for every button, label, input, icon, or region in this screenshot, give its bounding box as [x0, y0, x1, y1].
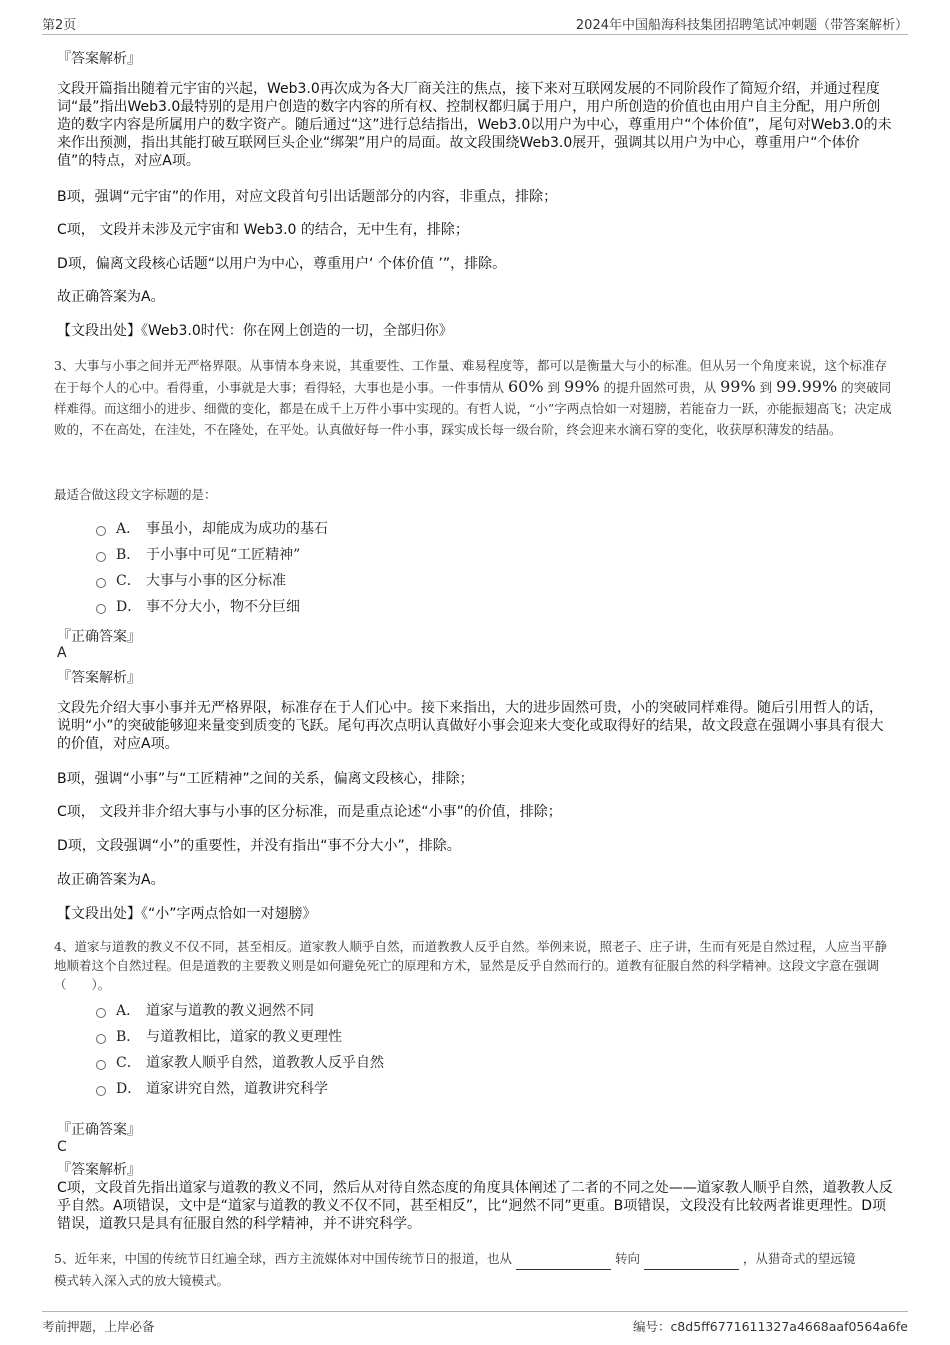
q4-stem: 4、道家与道教的教义不仅不同，甚至相反。道家教人顺乎自然，而道教教人反乎自然。举例来说，照老子、庄子讲，生而有死是自然过程，人应当平静地顺着这个自然过程。但是道教的主要教义则是如何避免死亡的原理和方术，显然是反乎自然而行的。道教有征服自然的科学精神。这段文字意在强调（ ）。 [54, 939, 887, 992]
q3-answer: A [57, 645, 67, 661]
option-key: A． [116, 521, 141, 537]
q3-option-a[interactable] [96, 515, 328, 541]
option-key: C． [116, 1055, 141, 1071]
option-key: A． [116, 1003, 141, 1019]
radio-icon[interactable] [96, 1034, 106, 1044]
radio-icon[interactable] [96, 1086, 106, 1096]
option-text: 事不分大小，物不分巨细 [146, 599, 300, 615]
q3-answer-label: 『正确答案』 [57, 629, 141, 645]
q3-option-d[interactable] [96, 593, 328, 619]
q2-analysis-b: B项，强调“元宇宙”的作用，对应文段首句引出话题部分的内容，非重点，排除； [57, 189, 558, 205]
q5-stem-part-2: 转向 [614, 1251, 640, 1266]
q3-analysis-label: 『答案解析』 [57, 670, 141, 686]
q4-option-c[interactable] [96, 1049, 384, 1075]
q3-percent-4: 99.99% [776, 377, 838, 396]
radio-icon[interactable] [96, 552, 106, 562]
q3-options [96, 515, 328, 619]
document-title: 2024年中国船海科技集团招聘笔试冲刺题（带答案解析） [575, 18, 908, 33]
q4-analysis-label: 『答案解析』 [57, 1162, 141, 1178]
option-key: D． [116, 1081, 142, 1097]
q3-analysis-main: 文段先介绍大事小事并无严格界限，标准存在于人们心中。接下来指出，大的进步固然可贵，小的突破同样难得。随后引用哲人的话，说明“小”的突破能够迎来量变到质变的飞跃。尾句再次点明认真做好小事会迎来大变化或取得好的结果，故文段意在强调小事具有很大的价值，对应A项。 [57, 700, 884, 752]
option-text: 事虽小，却能成为成功的基石 [146, 521, 328, 537]
page-footer [42, 1311, 908, 1336]
q3-stem [54, 355, 896, 440]
q4-answer: C [57, 1139, 67, 1155]
q3-percent-3: 99% [720, 377, 756, 396]
q3-percent-2: 99% [564, 377, 600, 396]
q4-option-a[interactable] [96, 997, 384, 1023]
q3-option-b[interactable] [96, 541, 328, 567]
radio-icon[interactable] [96, 1008, 106, 1018]
q2-source: 【文段出处】《Web3.0时代：你在网上创造的一切，全部归你》 [57, 323, 453, 339]
q3-stem-part-3: 的提升固然可贵，从 [603, 380, 717, 395]
radio-icon[interactable] [96, 1060, 106, 1070]
option-key: D． [116, 599, 142, 615]
option-key: B． [116, 547, 141, 563]
q3-stem-part-5: 的突破同样难得。而这细小的进步、细微的变化，都是在成千上万件小事中实现的。有哲人说，“小”字两点恰如一对翅膀，若能奋力一跃，亦能振翅高飞；决定成败的，不在高处，在洼处，不在隆处，在平处。认真做好每一件小事，踩实成长每一级台阶，终会迎来水滴石穿的变化，收获厚积薄发的结晶。 [54, 380, 892, 437]
q5-stem [54, 1248, 896, 1292]
q2-conclusion: 故正确答案为A。 [57, 289, 165, 305]
page-number: 第2页 [42, 18, 77, 33]
option-text: 与道教相比，道家的教义更理性 [146, 1029, 342, 1045]
q3-stem-part-4: 到 [759, 380, 773, 395]
option-key: C． [116, 573, 141, 589]
page-header [42, 12, 908, 35]
q4-option-d[interactable] [96, 1075, 384, 1101]
q3-stem-part-2: 到 [547, 380, 561, 395]
q2-analysis-label: 『答案解析』 [57, 51, 141, 67]
q2-analysis-main: 文段开篇指出随着元宇宙的兴起，Web3.0再次成为各大厂商关注的焦点，接下来对互联网发展的不同阶段作了简短介绍，并通过程度词“最”指出Web3.0最特别的是用户创造的数字内容的所有权、控制权都归属于用户，用户所创造的价值也由用户自主分配，用户所创造的数字内容是所属用户的数字资产。随后通过“这”进行总结指出，Web3.0以用户为中心，尊重用户“个体价值”，尾句对Web3.0的未来作出预测，指出其能打破互联网巨头企业“绑架”用户的局面。故文段围绕Web3.0展开，强调其以用户为中心，尊重用户“个体价值”的特点，对应A项。 [57, 81, 892, 169]
option-text: 于小事中可见“工匠精神” [146, 547, 301, 563]
option-text: 大事与小事的区分标准 [146, 573, 286, 589]
q4-option-b[interactable] [96, 1023, 384, 1049]
fill-blank-1[interactable] [516, 1255, 611, 1270]
q2-analysis-d: D项，偏离文段核心话题“以用户为中心，尊重用户‘ 个体价值 ’”，排除。 [57, 256, 507, 272]
q3-analysis-b: B项，强调“小事”与“工匠精神”之间的关系，偏离文段核心，排除； [57, 771, 474, 787]
document-code: 编号：c8d5ff6771611327a4668aaf0564a6fe [632, 1319, 908, 1334]
radio-icon[interactable] [96, 578, 106, 588]
footer-slogan: 考前押题，上岸必备 [42, 1319, 155, 1334]
option-key: B． [116, 1029, 141, 1045]
q3-prompt: 最适合做这段文字标题的是： [54, 487, 217, 502]
q3-source: 【文段出处】《“小”字两点恰如一对翅膀》 [57, 906, 317, 922]
q3-option-c[interactable] [96, 567, 328, 593]
q3-analysis-c: C项， 文段并非介绍大事与小事的区分标准，而是重点论述“小事”的价值，排除； [57, 804, 562, 820]
option-text: 道家教人顺乎自然，道教教人反乎自然 [146, 1055, 384, 1071]
option-text: 道家讲究自然，道教讲究科学 [146, 1081, 328, 1097]
radio-icon[interactable] [96, 604, 106, 614]
q5-stem-part-3: ，从猎奇式的望远镜 [742, 1251, 856, 1266]
q3-stem-part-1: 3、大事与小事之间并无严格界限。从事情本身来说，其重要性、工作量、难易程度等，都可以是衡量大与小的标准。但从另一个角度来说，这个标准存在于每个人的心中。看得重，小事就是大事；看得轻，大事也是小事。一件事情从 [54, 358, 887, 395]
fill-blank-2[interactable] [644, 1255, 739, 1270]
q3-conclusion: 故正确答案为A。 [57, 872, 165, 888]
q3-percent-1: 60% [508, 377, 544, 396]
q2-analysis-c: C项， 文段并未涉及元宇宙和 Web3.0 的结合，无中生有，排除； [57, 222, 469, 238]
q4-analysis-main: C项，文段首先指出道家与道教的教义不同，然后从对待自然态度的角度具体阐述了二者的不同之处——道家教人顺乎自然，道教教人反乎自然。A项错误，文中是“道家与道教的教义不仅不同，甚至相反”，比“迥然不同”更重。B项错误，文段没有比较两者谁更理性。D项错误，道教只是具有征服自然的科学精神，并不讲究科学。 [57, 1180, 893, 1232]
radio-icon[interactable] [96, 526, 106, 536]
q5-stem-part-4: 模式转入深入式的放大镜模式。 [54, 1273, 230, 1288]
q2-analysis [57, 80, 893, 170]
q5-stem-part-1: 5、近年来，中国的传统节日红遍全球，西方主流媒体对中国传统节日的报道，也从 [54, 1251, 512, 1266]
option-text: 道家与道教的教义迥然不同 [146, 1003, 314, 1019]
q4-answer-label: 『正确答案』 [57, 1122, 141, 1138]
q3-analysis-d: D项，文段强调“小”的重要性，并没有指出“事不分大小”，排除。 [57, 838, 461, 854]
q4-options [96, 997, 384, 1101]
